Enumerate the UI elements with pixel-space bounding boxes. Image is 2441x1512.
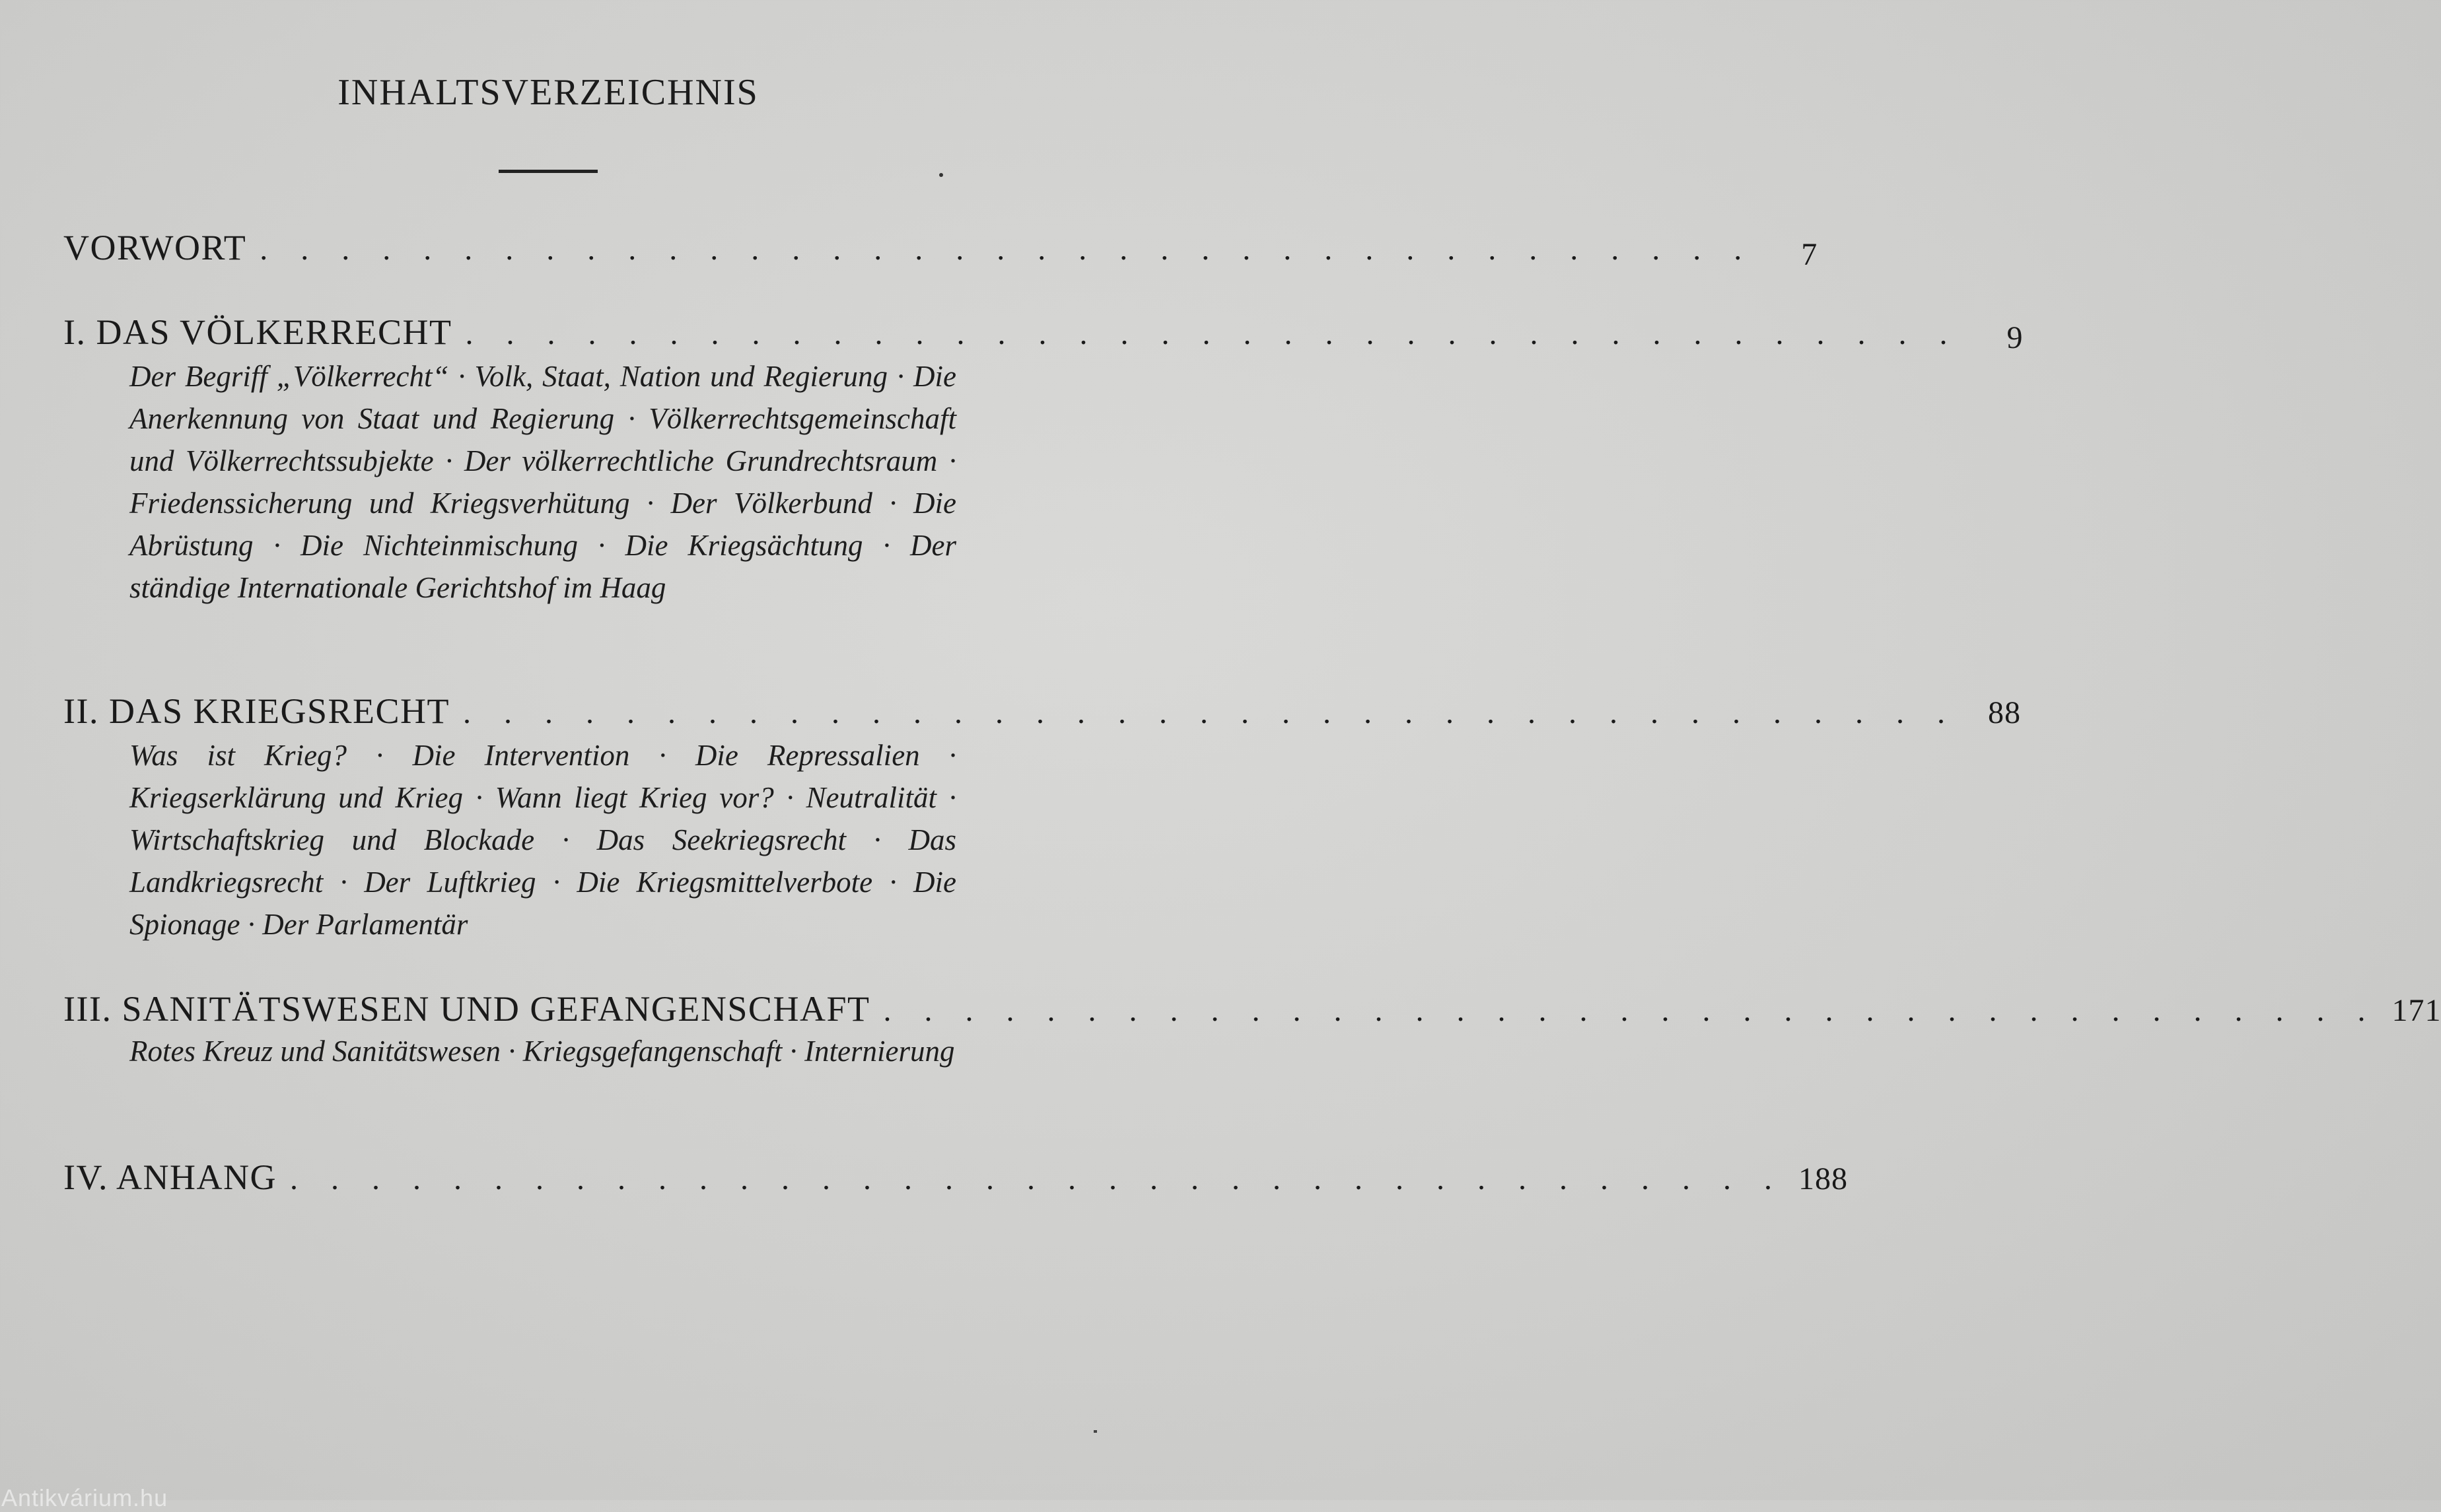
toc-entry-vorwort[interactable] [63,227,1818,272]
watermark: Antikvárium.hu [1,1484,168,1511]
toc-entry-label: II. DAS KRIEGSRECHT [63,691,450,731]
toc-leader-dots: . . . . . . . . . . . . . . . . . . . . . . . . . . . . . . . . . . . . . [465,316,1960,351]
toc-leader-dots: . . . . . . . . . . . . . . . . . . . . . . . . . . . . . . . . . . . . . [463,695,1958,730]
toc-entry-description: Der Begriff „Völkerrecht“ · Volk, Staat, Nation und Regierung · Die Anerkennung von Staat und Regierung · Völkerrechtsgemeinschaft und Völkerrechtssubjekte · Der völkerrechtliche Grundrechtsraum · Friedenssicherung und Kriegsverhütung · Der Völkerbund · Die Abrüstung · Die Nichteinmischung · Die Kriegsächtung · Der ständige Internationale Gerichtshof im Haag [129,360,956,604]
stray-mark-bottom [1094,1430,1097,1433]
toc-page-number: 9 [2006,320,2024,355]
toc-entry-description: Was ist Krieg? · Die Intervention · Die Repressalien · Kriegserklärung und Krieg · Wann liegt Krieg vor? · Neutralität · Wirtschaftskrieg und Blockade · Das Seekriegsrecht · Das Landkriegsrecht · Der Luftkrieg · Die Kriegsmittelverbote · Die Spionage · Der Parlamentär [129,739,956,941]
toc-entry-description: Rotes Kreuz und Sanitätswesen · Kriegsgefangenschaft · Internierung [129,1035,955,1068]
stray-mark [939,173,943,177]
toc-entry-label: VORWORT [63,228,247,267]
toc-entry-anhang[interactable] [63,1157,1849,1197]
toc-entry-kriegsrecht[interactable] [63,691,2022,731]
toc-entry-sanitaetswesen[interactable] [63,988,2441,1029]
toc-entry-voelkerrecht[interactable] [63,312,2024,355]
toc-leader-dots: . . . . . . . . . . . . . . . . . . . . . . . . . . . . . . . . . . . . . [883,993,2378,1028]
toc-entry-label: I. DAS VÖLKERRECHT [63,312,452,352]
toc-page-number: 171 [2391,993,2441,1028]
toc-entry-label: IV. ANHANG [63,1157,277,1197]
toc-entry-label: III. SANITÄTSWESEN UND GEFANGENSCHAFT [63,989,870,1029]
toc-page-number: 7 [1801,237,1818,272]
toc-leader-dots: . . . . . . . . . . . . . . . . . . . . . . . . . . . . . . . . . . . . . [260,232,1755,267]
toc-leader-dots: . . . . . . . . . . . . . . . . . . . . . . . . . . . . . . . . . . . . . [290,1161,1785,1196]
toc-page-number: 188 [1798,1161,1849,1196]
toc-page-number: 88 [1988,695,2022,730]
page-title: INHALTSVERZEICHNIS [337,72,759,113]
title-rule [499,170,598,173]
